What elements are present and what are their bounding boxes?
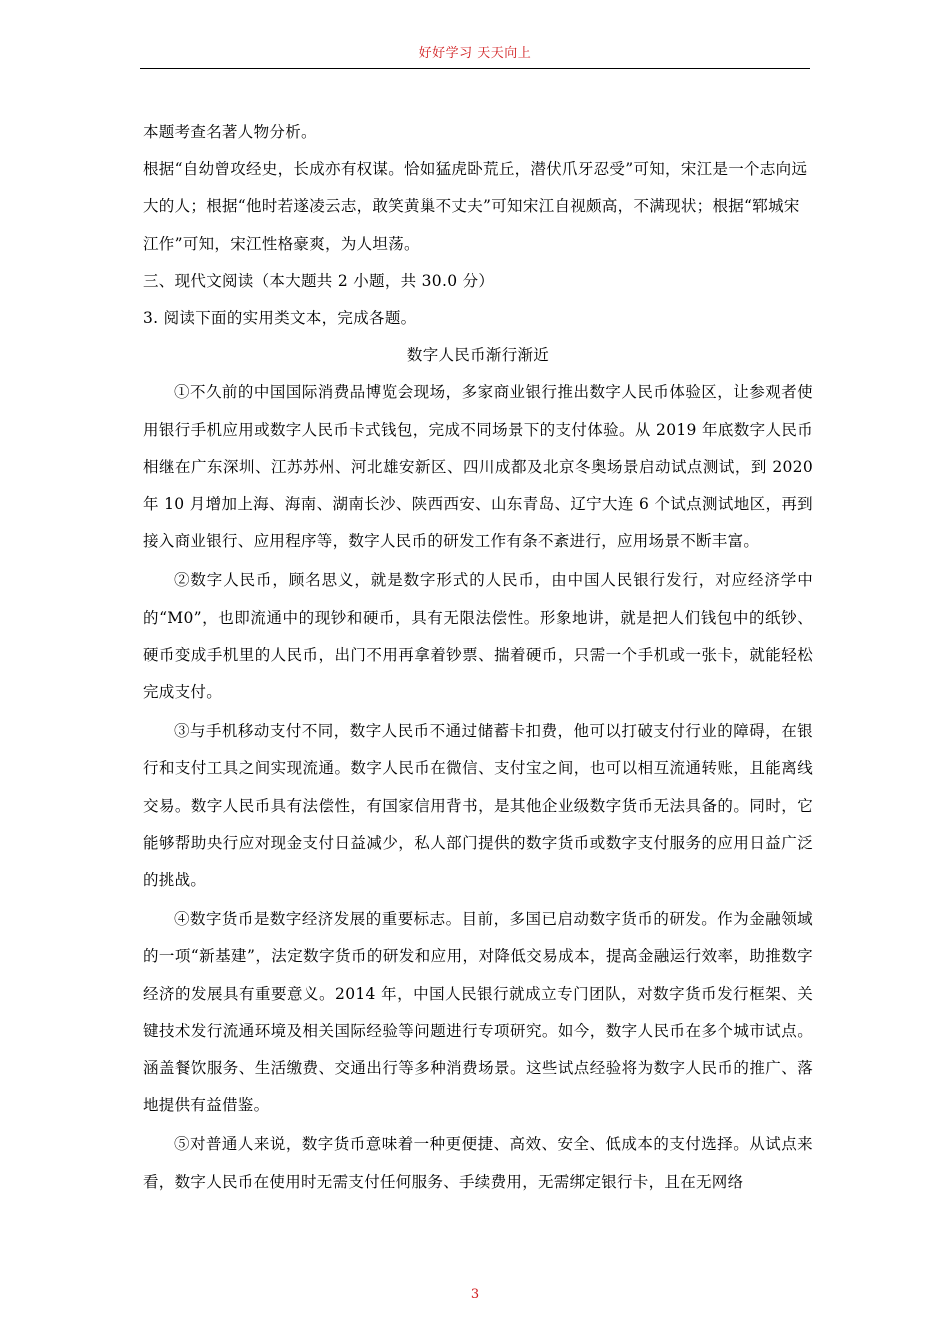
analysis-intro: 本题考查名著人物分析。 [143,123,317,141]
section-heading: 三、现代文阅读（本大题共 2 小题，共 30.0 分） [143,271,495,290]
article-paragraph-5: ⑤对普通人来说，数字货币意味着一种更便捷、高效、安全、低成本的支付选择。从试点来看，数字人民币在使用时无需支付任何服务、手续费用，无需绑定银行卡，且在无网络 [143,1135,813,1191]
document-body [143,114,813,1201]
header-divider [140,68,810,69]
article-title: 数字人民币渐行渐近 [406,346,550,365]
article-paragraph-3: ③与手机移动支付不同，数字人民币不通过储蓄卡扣费，他可以打破支付行业的障碍，在银行和支付工具之间实现流通。数字人民币在微信、支付宝之间，也可以相互流通转账，且能离线交易。数字人民币具有法偿性，有国家信用背书，是其他企业级数字货币无法具备的。同时，它能够帮助央行应对现金支付日益减少，私人部门提供的数字货币或数字支付服务的应用日益广泛的挑战。 [143,722,813,890]
article-paragraph-2: ②数字人民币，顾名思义，就是数字形式的人民币，由中国人民银行发行，对应经济学中的“M0”，也即流通中的现钞和硬币，具有无限法偿性。形象地讲，就是把人们钱包中的纸钞、硬币变成手机里的人民币，出门不用再拿着钞票、揣着硬币，只需一个手机或一张卡，就能轻松完成支付。 [143,571,813,702]
page-number: 3 [470,1287,480,1302]
question-prompt: 3. 阅读下面的实用类文本，完成各题。 [143,309,417,328]
analysis-body: 根据“自幼曾攻经史，长成亦有权谋。恰如猛虎卧荒丘，潜伏爪牙忍受”可知，宋江是一个志向远大的人；根据“他时若遂凌云志，敢笑黄巢不丈夫”可知宋江自视颇高，不满现状；根据“郓城宋江作”可知，宋江性格豪爽，为人坦荡。 [143,160,808,253]
article-paragraph-4: ④数字货币是数字经济发展的重要标志。目前，多国已启动数字货币的研发。作为金融领域的一项“新基建”，法定数字货币的研发和应用，对降低交易成本，提高金融运行效率，助推数字经济的发展具有重要意义。2014 年，中国人民银行就成立专门团队，对数字货币发行框架、关键技术发行流通环境及相关国际经验等问题进行专项研究。如今，数字人民币在多个城市试点。涵盖餐饮服务、生活缴费、交通出行等多种消费场景。这些试点经验将为数字人民币的推广、落地提供有益借鉴。 [143,910,813,1115]
page-header: 好好学习 天天向上 [418,46,532,61]
article-paragraph-1: ①不久前的中国国际消费品博览会现场，多家商业银行推出数字人民币体验区，让参观者使用银行手机应用或数字人民币卡式钱包，完成不同场景下的支付体验。从 2019 年底数字人民币相继在广东深圳、江苏苏州、河北雄安新区、四川成都及北京冬奥场景启动试点测试，到 2020 年 10 月增加上海、海南、湖南长沙、陕西西安、山东青岛、辽宁大连 6 个试点测试地区，再到接入商业银行、应用程序等，数字人民币的研发工作有条不紊进行，应用场景不断丰富。 [143,383,813,551]
